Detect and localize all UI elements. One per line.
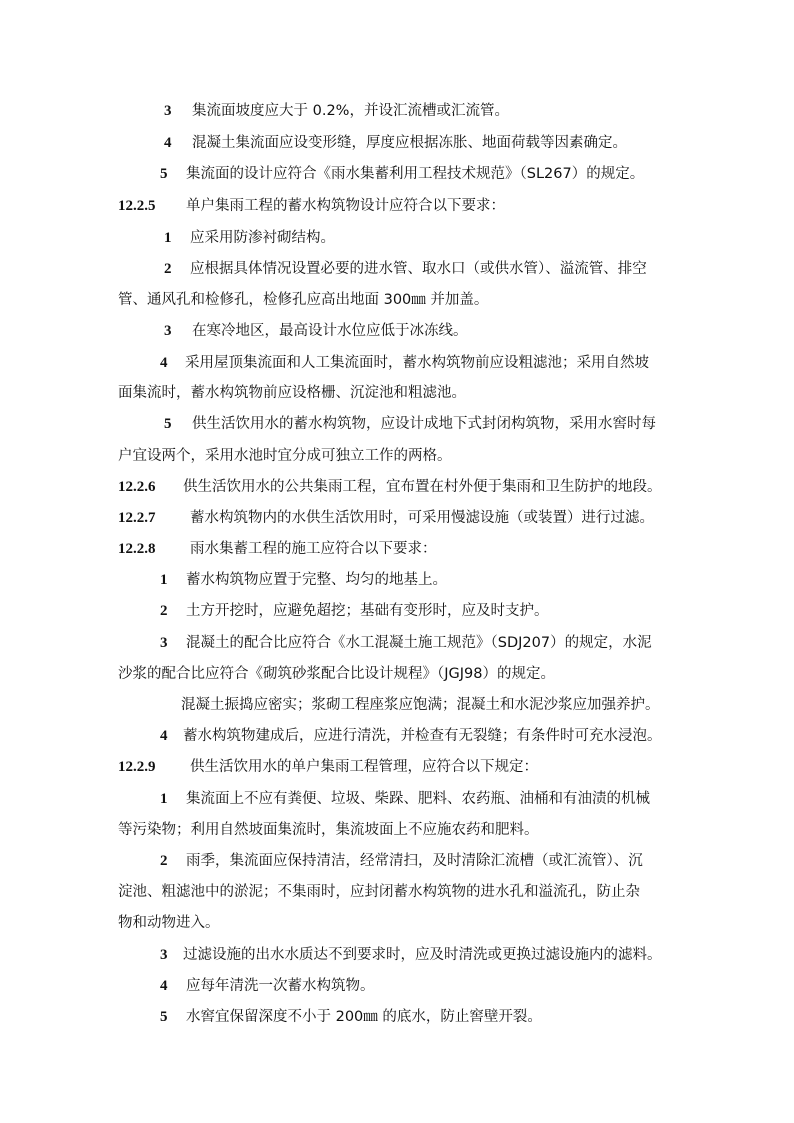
- list-item: [0, 409, 794, 439]
- section-number: 12.2.7: [118, 510, 156, 526]
- item-text: 应每年清洗一次蓄水构筑物。: [186, 978, 375, 994]
- section-heading: [0, 503, 794, 533]
- item-text: 水窖宜保留深度不小于 200㎜ 的底水，防止窖壁开裂。: [186, 1009, 542, 1025]
- item-text: 集流面的设计应符合《雨水集蓄利用工程技术规范》（SL267）的规定。: [186, 166, 645, 182]
- item-text: 沙浆的配合比应符合《砌筑砂浆配合比设计规程》（JGJ98）的规定。: [118, 666, 555, 682]
- list-item-continuation: [0, 441, 794, 471]
- item-text: 在寒冷地区，最高设计水位应低于冰冻线。: [192, 323, 468, 339]
- list-item: [0, 316, 794, 346]
- item-text: 户宜设两个，采用水池时宜分成可独立工作的两格。: [118, 448, 452, 464]
- item-number: 1: [160, 791, 168, 807]
- section-heading: [0, 752, 794, 782]
- list-item: [0, 846, 794, 876]
- section-text: 蓄水构筑物内的水供生活饮用时，可采用慢滤设施（或装置）进行过滤。: [190, 510, 654, 526]
- item-number: 3: [164, 323, 172, 339]
- item-number: 3: [164, 103, 172, 119]
- item-text: 集流面坡度应大于 0.2%，并设汇流槽或汇流管。: [192, 103, 509, 119]
- list-item: [0, 565, 794, 595]
- item-text: 集流面上不应有粪便、垃圾、柴跺、肥料、农药瓶、油桶和有油渍的机械: [186, 791, 650, 807]
- item-number: 2: [160, 603, 168, 619]
- item-number: 3: [160, 635, 168, 651]
- list-item: [0, 971, 794, 1001]
- section-heading: [0, 534, 794, 564]
- section-number: 12.2.6: [118, 479, 156, 495]
- section-number: 12.2.9: [118, 759, 156, 775]
- item-text: 管、通风孔和检修孔，检修孔应高出地面 300㎜ 并加盖。: [118, 292, 489, 308]
- item-text: 采用屋顶集流面和人工集流面时，蓄水构筑物前应设粗滤池；采用自然坡: [185, 355, 649, 371]
- list-item: [0, 159, 794, 189]
- list-item-continuation: [0, 378, 794, 408]
- item-text: 供生活饮用水的蓄水构筑物，应设计成地下式封闭构筑物，采用水窖时每: [192, 416, 656, 432]
- list-item: [0, 596, 794, 626]
- item-text: 土方开挖时，应避免超挖；基础有变形时，应及时支护。: [186, 603, 549, 619]
- list-item: [0, 784, 794, 814]
- list-item: [0, 223, 794, 253]
- item-text: 混凝土集流面应设变形缝，厚度应根据冻胀、地面荷载等因素确定。: [192, 135, 627, 151]
- item-text: 面集流时，蓄水构筑物前应设格栅、沉淀池和粗滤池。: [118, 385, 466, 401]
- item-number: 1: [164, 230, 172, 246]
- item-number: 4: [164, 135, 172, 151]
- section-text: 供生活饮用水的单户集雨工程管理，应符合以下规定：: [190, 759, 538, 775]
- item-number: 4: [160, 978, 168, 994]
- item-text: 蓄水构筑物建成后，应进行清洗，并检查有无裂缝；有条件时可充水浸泡。: [183, 728, 662, 744]
- section-heading: [0, 472, 794, 502]
- item-text: 蓄水构筑物应置于完整、均匀的地基上。: [186, 572, 447, 588]
- list-item: [0, 128, 794, 158]
- item-text: 过滤设施的出水水质达不到要求时，应及时清洗或更换过滤设施内的滤料。: [183, 947, 662, 963]
- item-text: 混凝土振捣应密实；浆砌工程座浆应饱满；混凝土和水泥沙浆应加强养护。: [181, 697, 660, 713]
- item-text: 物和动物进入。: [118, 915, 220, 931]
- section-text: 单户集雨工程的蓄水构筑物设计应符合以下要求：: [186, 198, 505, 214]
- list-item: [0, 628, 794, 658]
- section-text: 雨水集蓄工程的施工应符合以下要求：: [190, 541, 437, 557]
- section-text: 供生活饮用水的公共集雨工程，宜布置在村外便于集雨和卫生防护的地段。: [183, 479, 662, 495]
- list-item-continuation: [0, 285, 794, 315]
- list-item: [0, 96, 794, 126]
- item-number: 4: [160, 355, 168, 371]
- item-number: 5: [160, 1009, 168, 1025]
- item-number: 5: [164, 416, 172, 432]
- list-item-continuation: [0, 659, 794, 689]
- list-item: [0, 721, 794, 751]
- item-text: 应采用防渗衬砌结构。: [190, 230, 335, 246]
- list-item: [0, 940, 794, 970]
- item-number: 4: [160, 728, 168, 744]
- list-item-continuation: [0, 815, 794, 845]
- list-item-continuation: [0, 908, 794, 938]
- paragraph: [0, 690, 794, 720]
- item-number: 3: [160, 947, 168, 963]
- item-number: 1: [160, 572, 168, 588]
- item-text: 雨季，集流面应保持清洁，经常清扫，及时清除汇流槽（或汇流管）、沉: [186, 853, 643, 869]
- list-item-continuation: [0, 877, 794, 907]
- item-text: 等污染物；利用自然坡面集流时，集流坡面上不应施农药和肥料。: [118, 822, 539, 838]
- item-number: 2: [164, 261, 172, 277]
- item-text: 混凝土的配合比应符合《水工混凝土施工规范》（SDJ207）的规定，水泥: [186, 635, 652, 651]
- item-text: 淀池、粗滤池中的淤泥；不集雨时，应封闭蓄水构筑物的进水孔和溢流孔，防止杂: [118, 884, 640, 900]
- section-heading: [0, 191, 794, 221]
- section-number: 12.2.8: [118, 541, 156, 557]
- list-item: [0, 348, 794, 378]
- item-number: 5: [160, 166, 168, 182]
- item-number: 2: [160, 853, 168, 869]
- item-text: 应根据具体情况设置必要的进水管、取水口（或供水管）、溢流管、排空: [190, 261, 647, 277]
- list-item: [0, 254, 794, 284]
- list-item: [0, 1002, 794, 1032]
- section-number: 12.2.5: [118, 198, 156, 214]
